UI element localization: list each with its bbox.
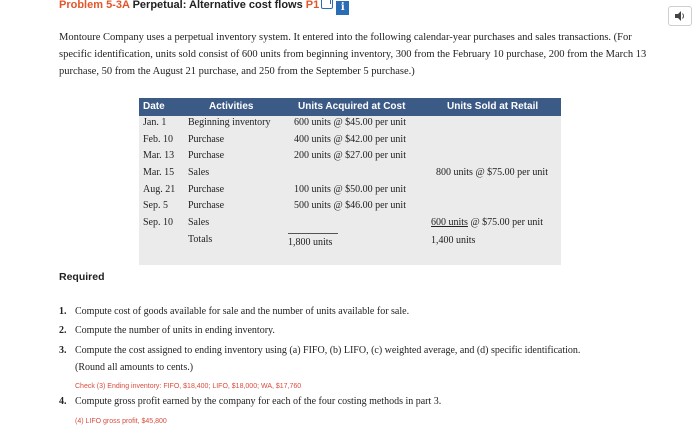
problem-intro: Montoure Company uses a perpetual inventory system. It entered into the following calendar-year purchases and sales transactions. (For specific identification, units sold consist of 600 units from beginning inventory, 300 from the February 10 purchase, 200 from the March 13 purchase, 50 from the August 21 purchase, and 250 from the September 5 purchase.) bbox=[59, 32, 647, 77]
row-activity: Sales bbox=[188, 167, 210, 178]
info-icon[interactable]: i bbox=[336, 1, 349, 15]
requirement-text: Compute the number of units in ending inventory. bbox=[75, 325, 275, 336]
top-bar bbox=[0, 0, 700, 14]
totals-sold: 1,400 units bbox=[431, 235, 476, 246]
row-activity: Purchase bbox=[188, 134, 225, 145]
requirement-number: 4. bbox=[59, 396, 67, 407]
row-date: Sep. 10 bbox=[143, 217, 173, 228]
row-acquired: 600 units @ $45.00 per unit bbox=[294, 117, 406, 128]
row-acquired: 200 units @ $27.00 per unit bbox=[294, 150, 406, 161]
row-sold bbox=[431, 217, 543, 228]
requirement-item bbox=[59, 322, 659, 339]
transactions-table bbox=[139, 98, 561, 265]
row-sold-rest: @ $75.00 per unit bbox=[470, 217, 543, 228]
header-units-acquired: Units Acquired at Cost bbox=[298, 101, 406, 112]
external-link-icon[interactable] bbox=[321, 0, 333, 9]
requirement-number: 2. bbox=[59, 325, 67, 336]
row-activity: Beginning inventory bbox=[188, 117, 271, 128]
requirement-text: Compute the cost assigned to ending inventory using (a) FIFO, (b) LIFO, (c) weighted average, and (d) specific identification. bbox=[75, 345, 581, 356]
requirement-number: 1. bbox=[59, 306, 67, 317]
speaker-icon bbox=[675, 11, 686, 21]
totals-acquired: 1,800 units bbox=[288, 237, 333, 248]
row-acquired: 100 units @ $50.00 per unit bbox=[294, 184, 406, 195]
row-date: Aug. 21 bbox=[143, 184, 176, 195]
row-activity: Sales bbox=[188, 217, 210, 228]
requirement-text: Compute cost of goods available for sale and the number of units available for sale. bbox=[75, 306, 410, 317]
header-activities: Activities bbox=[209, 101, 254, 112]
problem-title bbox=[59, 0, 349, 15]
required-heading: Required bbox=[59, 271, 105, 283]
check-note: Check (3) Ending inventory: FIFO, $18,400; LIFO, $18,000; WA, $17,760 bbox=[75, 383, 302, 390]
header-date: Date bbox=[143, 101, 165, 112]
row-activity: Purchase bbox=[188, 200, 225, 211]
audio-button[interactable] bbox=[668, 6, 692, 26]
table-header bbox=[139, 98, 561, 116]
problem-number: Problem 5-3A bbox=[59, 0, 130, 11]
row-sold-units: 600 units bbox=[431, 217, 468, 228]
requirement-item bbox=[59, 393, 659, 410]
header-units-sold: Units Sold at Retail bbox=[447, 101, 539, 112]
requirement-text-continued: (Round all amounts to cents.) bbox=[75, 362, 194, 373]
row-activity: Purchase bbox=[188, 150, 225, 161]
row-acquired: 400 units @ $42.00 per unit bbox=[294, 134, 406, 145]
requirement-text: Compute gross profit earned by the company for each of the four costing methods in part 3. bbox=[75, 396, 442, 407]
row-sold: 800 units @ $75.00 per unit bbox=[436, 167, 548, 178]
requirement-number: 3. bbox=[59, 345, 67, 356]
table-body bbox=[139, 116, 561, 265]
lifo-gross-profit-note: (4) LIFO gross profit, $45,800 bbox=[75, 418, 167, 425]
requirement-item bbox=[59, 303, 659, 320]
row-date: Jan. 1 bbox=[143, 117, 167, 128]
problem-name: Perpetual: Alternative cost flows bbox=[132, 0, 303, 11]
row-date: Mar. 13 bbox=[143, 150, 175, 161]
sum-line-acquired bbox=[288, 233, 338, 234]
requirement-item bbox=[59, 342, 659, 376]
row-activity: Purchase bbox=[188, 184, 225, 195]
row-date: Sep. 5 bbox=[143, 200, 168, 211]
problem-tag: P1 bbox=[305, 0, 320, 11]
row-date: Feb. 10 bbox=[143, 134, 173, 145]
totals-label: Totals bbox=[188, 234, 213, 245]
row-date: Mar. 15 bbox=[143, 167, 175, 178]
row-acquired: 500 units @ $46.00 per unit bbox=[294, 200, 406, 211]
